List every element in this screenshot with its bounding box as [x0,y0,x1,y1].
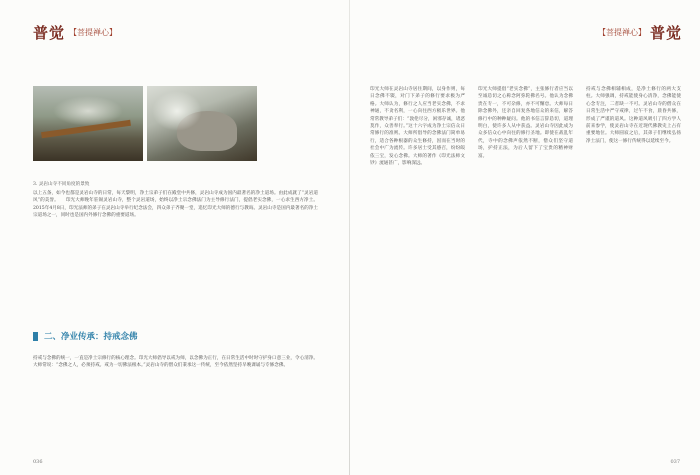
left-section-tag: 【菩提禅心】 [69,28,118,37]
left-page-number: 036 [33,459,43,465]
right-column-2 [478,86,573,160]
section-heading [33,330,138,342]
right-column-2-text: 印光大师提倡“老实念佛”，主张修行者应当以至诚恳切之心称念阿弥陀佛名号。他认为念佛贵在专一，不可杂修，亦不可懈怠。大师每日除念佛外，还亲自回复各地信众的来信，解答修行中的种种疑问。他的书信言辞恳切，道理明白，使许多人从中获益。灵岩山寺因此成为众多信众心中向往的修行圣地。即使在战乱年代，寺中的念佛声依然不断，僧众们坚守道场，护持正法，为后人留下了宝贵的精神财富。 [478,87,573,159]
right-column-1 [370,86,465,167]
right-header [598,22,682,43]
photo-pair [33,86,257,161]
right-column-1-text: 印光大师在灵岩山寺居住期间，以身作则，每日念佛不辍，对门下弟子的修行要求极为严格。大师认为，修行之人应当老实念佛，不求神通，不贪名利，一心向往西方极乐世界。他常常教导弟子们：“敦伦尽分，闲邪存诚，诸恶莫作，众善奉行。”这十六字成为净土宗信众日常修行的准则。大师所倡导的念佛法门简单易行，适合各种根器的众生修持，因而在当时的社会中广为流传。许多居士受其感召，纷纷皈依三宝，发心念佛。大师的著作《印光法师文钞》流通甚广，影响深远。 [370,87,465,167]
heading-bar-icon [33,332,38,341]
left-body-paragraph-1: 以上五条，如今也都是灵岩山寺的日常，每天黎明，净土宗弟子们在殿堂中共修，灵岩山寺成为国内最著名的净土道场。由此成就了“灵岩道风”的美誉。 印光大师晚年驻锡灵岩山寺，整个灵岩道场，始终以净土宗念佛法门为主导修行法门，提倡老实念佛，一心求生西方净土。2015年4月8日，印光法师的弟子在灵岩山寺举行纪念法会，四众弟子齐聚一堂，追忆印光大师的德行与教诲。灵岩山寺是国内最著名的净土宗道场之一，同时也是国内外修行念佛的重要道场。 [33,191,318,219]
photo-caption: 3. 灵岩山寺不同角度的景致 [33,182,90,187]
right-page-number: 037 [670,459,680,465]
temple-photo-rocks [147,86,257,161]
right-column-3-text: 持戒与念佛相辅相成，是净土修行的两大支柱。大师强调，持戒能使身心清净，念佛能使心念专注，二者缺一不可。灵岩山寺的僧众在日常生活中严守戒律，过午不食，晨昏共修，形成了严谨的道风。这种道风吸引了四方学人前来参学，使灵岩山寺在近现代佛教史上占有重要地位。大师圆寂之后，其弟子们继续弘扬净土法门，使这一修行传统得以延续至今。 [586,87,681,144]
temple-photo-misty-steps [33,86,143,161]
right-logo: 普觉 [649,24,682,42]
left-header [33,22,117,43]
left-logo: 普觉 [33,24,66,42]
right-section-tag: 【菩提禅心】 [597,28,646,37]
right-page [350,0,700,475]
right-column-3 [586,86,681,145]
section-heading-text: 二、净业传承：持戒念佛 [44,332,138,342]
left-body-paragraph-2: 持戒与念佛的统一，一直是净土宗修行的核心理念。印光大师倡导以戒为师，以念佛为正行，在日常生活中时时守护身口意三业，令心清净。大师常说：“念佛之人，必须持戒。戒为一切佛法根本。”灵岩山寺的僧众们秉承这一传统，至今依然坚持早晚课诵与专修念佛。 [33,356,318,369]
